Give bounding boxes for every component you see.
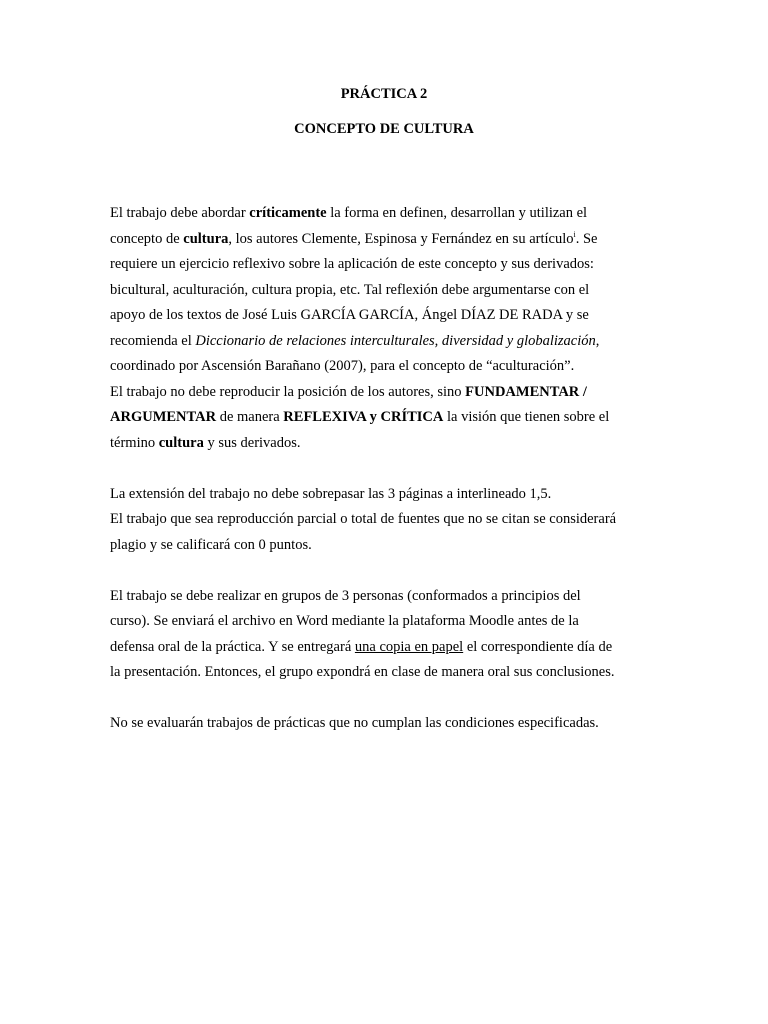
paragraph-spacer	[110, 456, 670, 482]
text-line	[110, 380, 670, 406]
text-run: El trabajo no debe reproducir la posición de los autores, sino	[110, 383, 466, 400]
text-line	[110, 201, 670, 227]
text-run: de manera	[216, 409, 284, 425]
text-run: la forma en definen, desarrollan y utilizan el	[326, 205, 588, 221]
paragraph-spacer	[110, 686, 670, 712]
text-line: requiere un ejercicio reflexivo sobre la aplicación de este concepto y sus derivados:	[110, 256, 594, 272]
text-run: . Se	[575, 230, 598, 247]
paragraph-argument	[110, 380, 670, 457]
paragraph-conditions	[110, 711, 670, 737]
text-line: la presentación. Entonces, el grupo expondrá en clase de manera oral sus conclusiones.	[110, 664, 615, 680]
bold-text: FUNDAMENTAR /	[465, 383, 587, 400]
text-line	[110, 405, 670, 431]
text-line: curso). Se enviará el archivo en Word mediante la plataforma Moodle antes de la	[110, 613, 579, 629]
text-line	[110, 635, 670, 661]
document-body	[110, 201, 670, 737]
paragraph-assignment	[110, 201, 670, 380]
endnote-reference[interactable]: i	[573, 229, 576, 239]
text-line: El trabajo se debe realizar en grupos de 3 personas (conformados a principios del	[110, 587, 581, 604]
text-line: No se evaluarán trabajos de prácticas que no cumplan las condiciones especificadas.	[110, 715, 599, 731]
text-run: término	[110, 434, 159, 451]
bold-text: REFLEXIVA y CRÍTICA	[283, 409, 444, 425]
text-line	[110, 431, 670, 457]
paragraph-groups	[110, 584, 670, 686]
italic-text: Diccionario de relaciones interculturales, diversidad y globalización	[195, 332, 596, 349]
text-line: coordinado por Ascensión Barañano (2007), para el concepto de “aculturación”.	[110, 358, 575, 374]
paragraph-spacer	[110, 558, 670, 584]
text-run: ,	[595, 332, 600, 349]
text-run: , los autores Clemente, Espinosa y Fernández en su artículo	[228, 230, 574, 247]
text-run: la visión que tienen sobre el	[443, 409, 610, 425]
text-run: defensa oral de la práctica. Y se entregará	[110, 638, 355, 655]
bold-text: ARGUMENTAR	[110, 409, 217, 425]
bold-text: cultura	[183, 230, 229, 247]
text-run: El trabajo debe abordar	[110, 205, 250, 221]
text-run: el correspondiente día de	[463, 638, 613, 655]
text-line	[110, 227, 670, 253]
bold-text: cultura	[158, 434, 204, 451]
text-line	[110, 329, 670, 355]
text-run: recomienda el	[110, 332, 196, 349]
text-run: y sus derivados.	[203, 434, 301, 451]
text-line: plagio y se calificará con 0 puntos.	[110, 536, 312, 553]
text-line: apoyo de los textos de José Luis GARCÍA GARCÍA, Ángel DÍAZ DE RADA y se	[110, 307, 589, 323]
page-subtitle: CONCEPTO DE CULTURA	[294, 121, 474, 137]
bold-text: críticamente	[249, 205, 327, 221]
underlined-text: una copia en papel	[354, 638, 464, 655]
text-line: bicultural, aculturación, cultura propia, etc. Tal reflexión debe argumentarse con el	[110, 281, 590, 298]
text-line: La extensión del trabajo no debe sobrepasar las 3 páginas a interlineado 1,5.	[110, 485, 552, 502]
text-line: El trabajo que sea reproducción parcial o total de fuentes que no se citan se considerará	[110, 511, 617, 527]
text-run: concepto de	[110, 230, 184, 247]
page-title: PRÁCTICA 2	[340, 86, 428, 102]
paragraph-length	[110, 482, 670, 559]
